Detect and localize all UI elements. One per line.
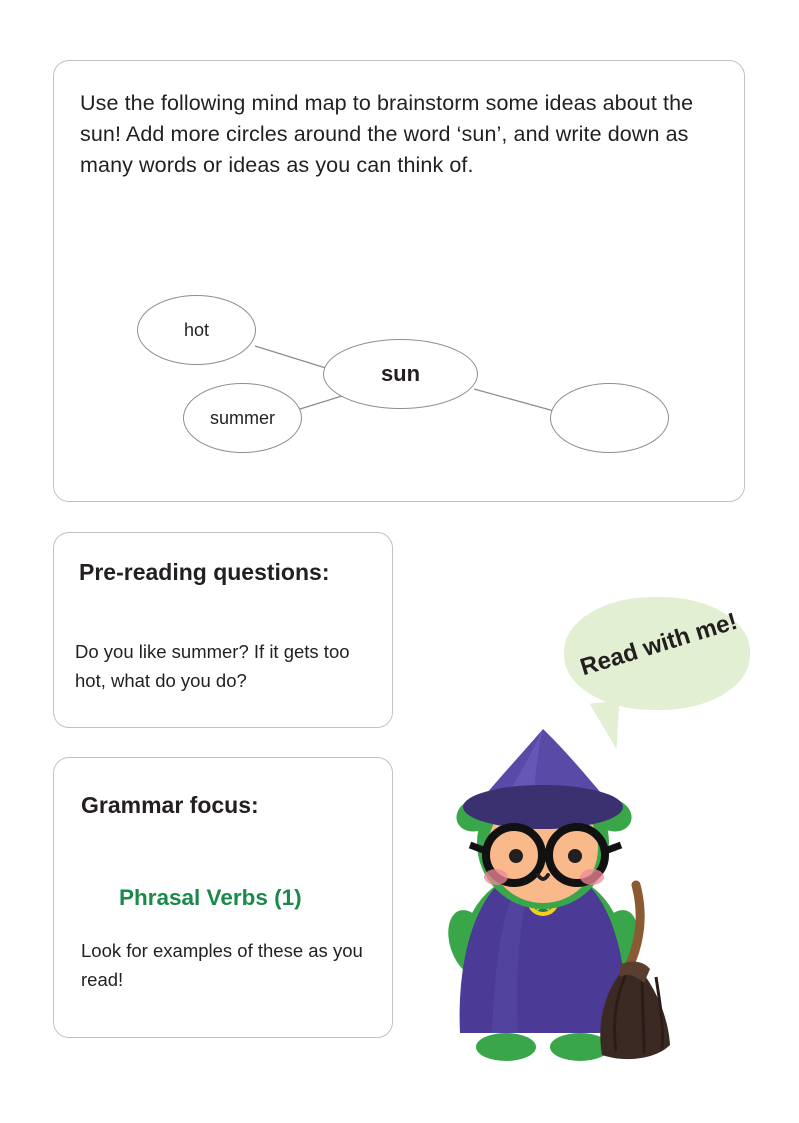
instructions-text: Use the following mind map to brainstorm some ideas about the sun! Add more circles around the word ‘sun’, and write down as many words or ideas as you can think of. [80,91,694,177]
speech-bubble [564,597,750,710]
witch-svg [430,715,690,1075]
grammar-focus-card [53,757,393,1038]
mindmap-node-hot[interactable]: hot [137,295,256,365]
witch-character-illustration [430,715,690,1075]
pre-reading-heading: Pre-reading questions: [79,559,330,585]
grammar-body: Look for examples of these as you read! [81,940,363,990]
hat-brim-icon [463,785,623,829]
pre-reading-questions-card [53,532,393,728]
grammar-topic: Phrasal Verbs (1) [119,885,302,910]
cheek-left-icon [484,869,508,885]
mindmap-diagram [54,211,746,491]
speech-bubble-text: Read with me! [577,607,741,682]
mindmap-node-empty[interactable] [550,383,669,453]
foot-left-icon [476,1033,536,1061]
pre-reading-body: Do you like summer? If it gets too hot, what do you do? [75,641,350,691]
mindmap-card [53,60,745,502]
eye-left-icon [509,849,523,863]
eye-right-icon [568,849,582,863]
cheek-right-icon [580,869,604,885]
grammar-heading: Grammar focus: [81,792,259,818]
mindmap-node-center[interactable]: sun [323,339,478,409]
mindmap-node-summer[interactable]: summer [183,383,302,453]
